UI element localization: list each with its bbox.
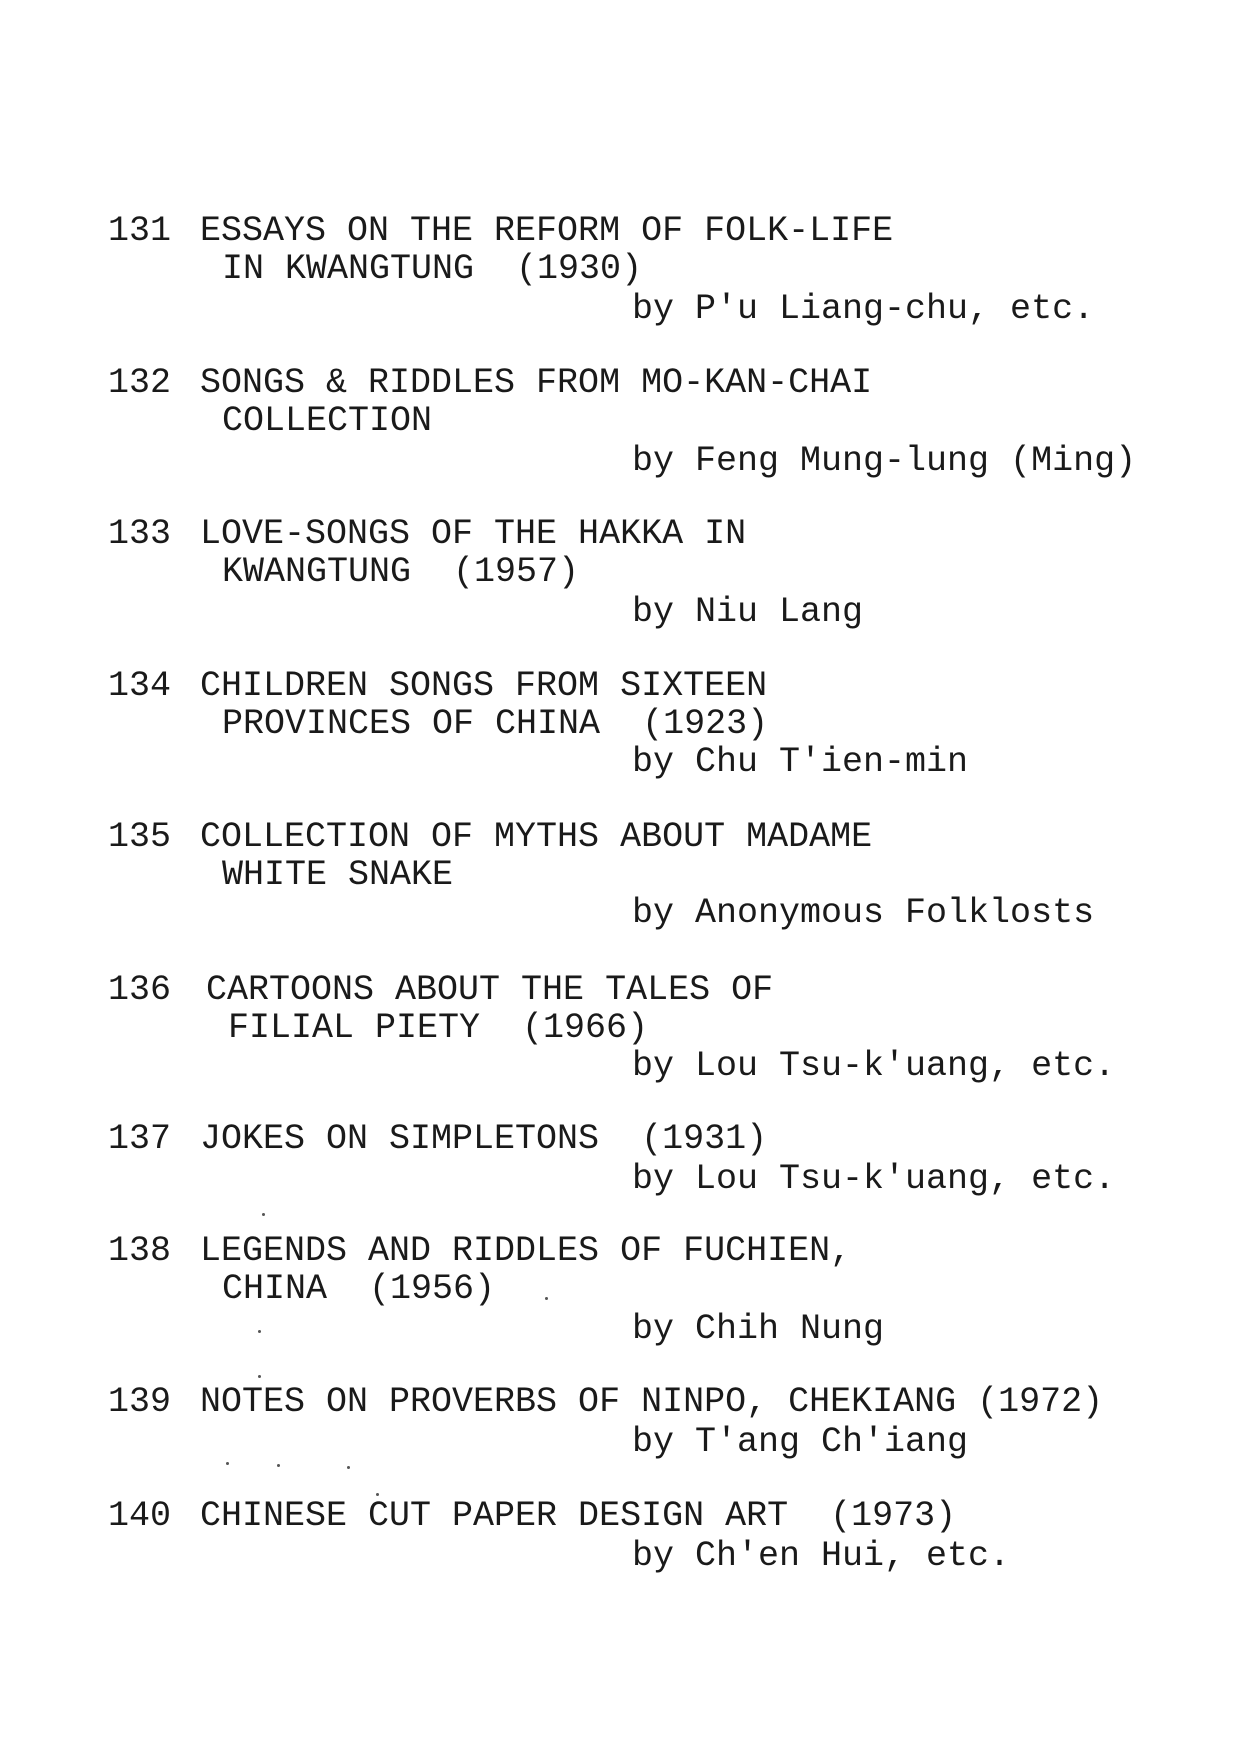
entry-title-line1: JOKES ON SIMPLETONS (1931) — [200, 1119, 768, 1159]
entry-author: by P'u Liang-chu, etc. — [632, 289, 1095, 329]
entry-author: by Ch'en Hui, etc. — [632, 1536, 1011, 1576]
entry-title-line1: ESSAYS ON THE REFORM OF FOLK-LIFE — [200, 211, 894, 251]
entry-author: by Niu Lang — [632, 592, 864, 632]
entry-number: 136 — [108, 970, 172, 1010]
entry-title-line2: WHITE SNAKE — [222, 855, 454, 895]
entry-author: by Chih Nung — [632, 1309, 885, 1349]
entry-number: 132 — [108, 363, 172, 403]
entry-number: 131 — [108, 211, 172, 251]
entry-number: 140 — [108, 1496, 172, 1536]
entry-author: by Lou Tsu-k'uang, etc. — [632, 1046, 1116, 1086]
entry-author: by Anonymous Folklosts — [632, 893, 1095, 933]
entry-title-line1: NOTES ON PROVERBS OF NINPO, CHEKIANG (1972) — [200, 1382, 1104, 1422]
entry-author: by Chu T'ien-min — [632, 742, 969, 782]
scan-speck — [376, 1493, 379, 1496]
entry-number: 139 — [108, 1382, 172, 1422]
entry-title-line1: LOVE-SONGS OF THE HAKKA IN — [200, 514, 747, 554]
entry-title-line1: LEGENDS AND RIDDLES OF FUCHIEN, — [200, 1231, 852, 1271]
entry-author: by T'ang Ch'iang — [632, 1422, 969, 1462]
entry-title-line2: CHINA (1956) — [222, 1269, 496, 1309]
entry-number: 134 — [108, 666, 172, 706]
entry-title-line2: KWANGTUNG (1957) — [222, 552, 580, 592]
entry-title-line1: COLLECTION OF MYTHS ABOUT MADAME — [200, 817, 873, 857]
scan-speck — [226, 1462, 229, 1465]
entry-author: by Lou Tsu-k'uang, etc. — [632, 1159, 1116, 1199]
scan-speck — [277, 1464, 280, 1467]
entry-title-line2: COLLECTION — [222, 401, 433, 441]
scan-speck — [258, 1330, 261, 1333]
entry-title-line2: FILIAL PIETY (1966) — [228, 1008, 649, 1048]
entry-number: 138 — [108, 1231, 172, 1271]
entry-title-line1: CARTOONS ABOUT THE TALES OF — [206, 970, 774, 1010]
entry-title-line2: IN KWANGTUNG (1930) — [222, 249, 643, 289]
scan-speck — [262, 1213, 265, 1216]
entry-number: 137 — [108, 1119, 172, 1159]
entry-title-line1: CHILDREN SONGS FROM SIXTEEN — [200, 666, 768, 706]
entry-author: by Feng Mung-lung (Ming) — [632, 441, 1137, 481]
entry-title-line1: SONGS & RIDDLES FROM MO-KAN-CHAI — [200, 363, 873, 403]
scan-speck — [347, 1466, 350, 1469]
entry-number: 135 — [108, 817, 172, 857]
scan-speck — [258, 1375, 261, 1378]
entry-title-line1: CHINESE CUT PAPER DESIGN ART (1973) — [200, 1496, 957, 1536]
scan-speck — [545, 1297, 548, 1300]
entry-number: 133 — [108, 514, 172, 554]
entry-title-line2: PROVINCES OF CHINA (1923) — [222, 704, 769, 744]
